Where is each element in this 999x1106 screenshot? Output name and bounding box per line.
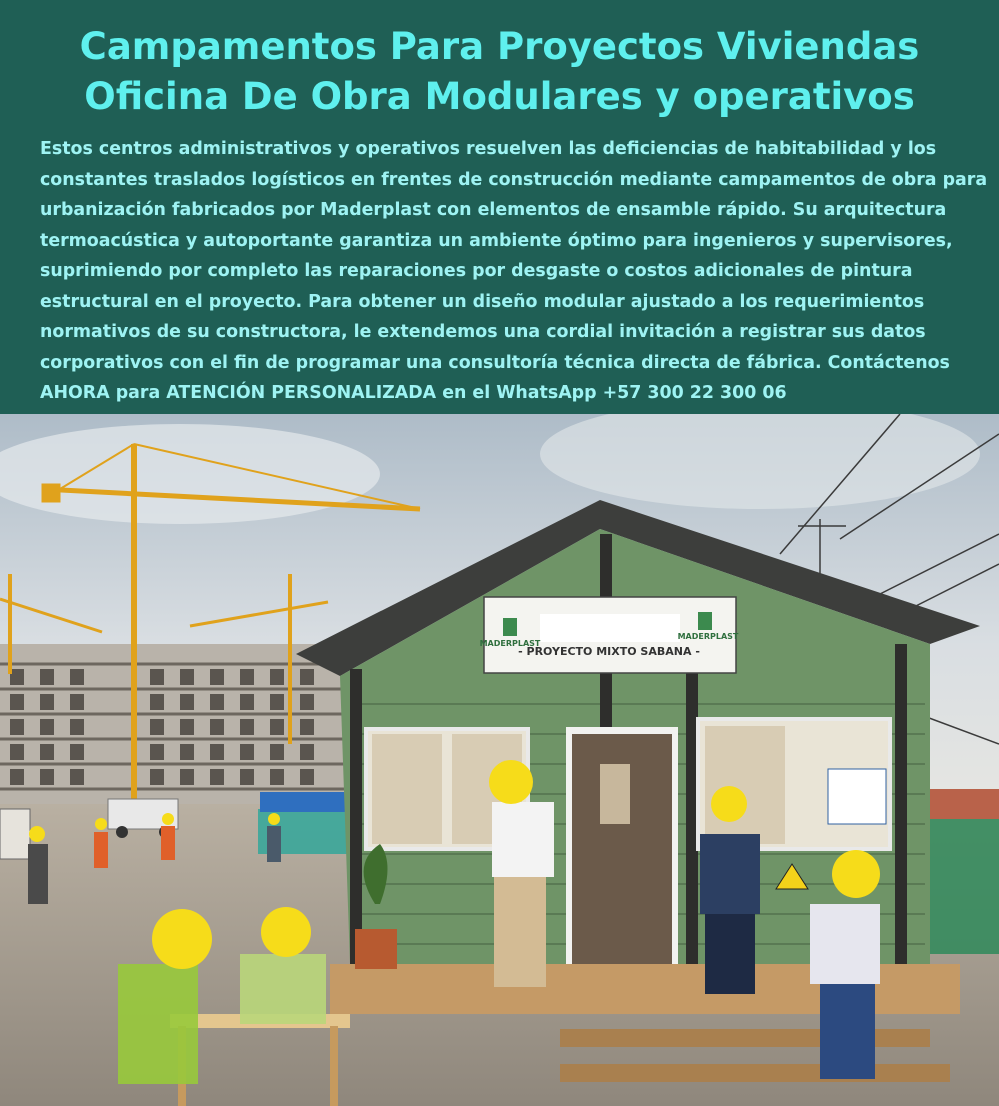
sign-project-name: - PROYECTO MIXTO SABANA - xyxy=(518,645,700,658)
hard-hat-icon xyxy=(489,760,533,804)
construction-site-photo xyxy=(0,414,999,1106)
hard-hat-icon xyxy=(832,850,880,898)
page-title xyxy=(0,22,999,122)
title-line-2: Oficina De Obra Modulares y operativos xyxy=(84,75,915,118)
header-banner xyxy=(0,0,999,414)
hard-hat-icon xyxy=(261,907,311,957)
hard-hat-icon xyxy=(711,786,747,822)
project-sign xyxy=(480,597,739,673)
container xyxy=(260,792,350,812)
sign-brand-left: MADERPLAST xyxy=(479,639,541,648)
sign-brand-right: MADERPLAST xyxy=(677,632,739,641)
description-text: Estos centros administrativos y operativos resuelven las deficiencias de habitabilidad y los constantes traslados logísticos en frentes de construcción mediante campamentos de obra para urbanización fabricados por Maderplast con elementos de ensamble rápido. Su arquitectura termoacústica y autoportante garantiza un ambiente óptimo para ingenieros y supervisores, suprimiendo por completo las reparaciones por desgaste o costos adicionales de pintura estructural en el proyecto. Para obtener un diseño modular ajustado a los requerimientos normativos de su constructora, le extendemos una cordial invitación a registrar sus datos corporativos con el fin de programar una consultoría técnica directa de fábrica. Contáctenos AHORA para ATENCIÓN PERSONALIZADA en el WhatsApp +57 300 22 300 06 xyxy=(40,139,988,403)
title-line-1: Campamentos Para Proyectos Viviendas xyxy=(79,25,920,68)
cabin-door xyxy=(566,727,678,972)
cabin-window-right xyxy=(698,719,890,849)
hard-hat-icon xyxy=(152,909,212,969)
site-board xyxy=(0,809,30,859)
building-under-construction xyxy=(0,644,345,804)
